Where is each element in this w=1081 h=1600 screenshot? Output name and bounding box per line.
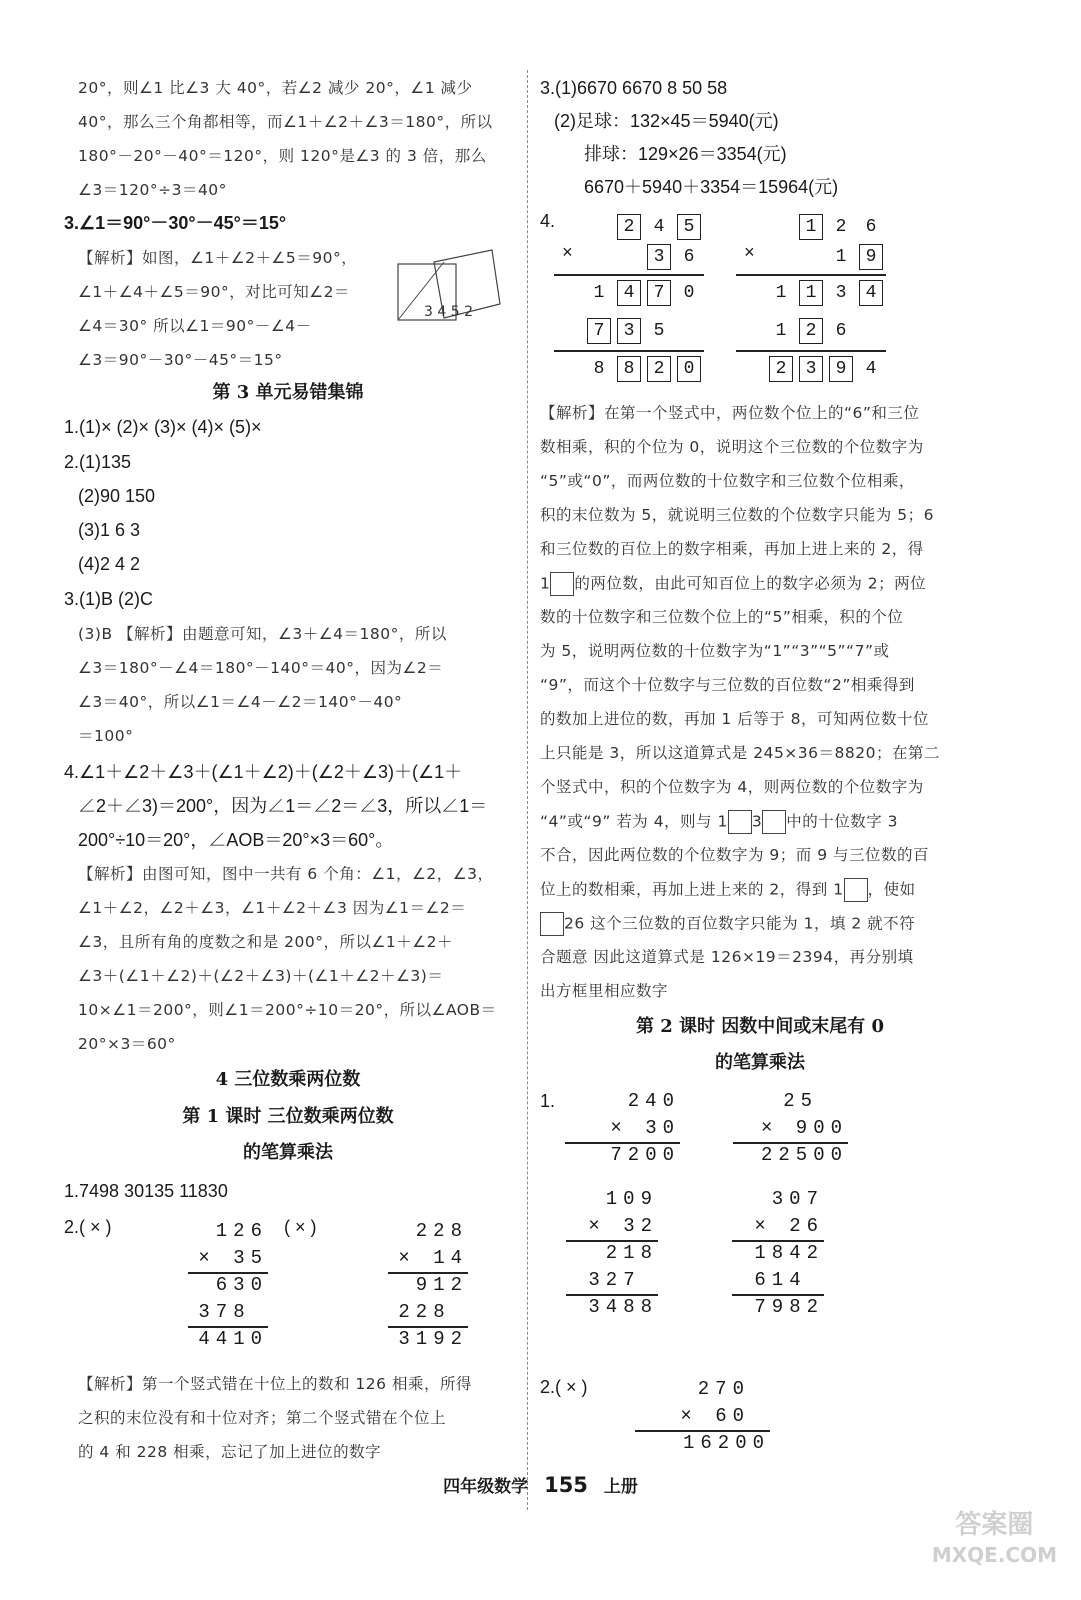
vertical-multiplication bbox=[550, 1088, 680, 1178]
vertical-multiplication bbox=[318, 1216, 468, 1366]
mult-row: 240 bbox=[627, 1090, 680, 1112]
mult-row: 630 bbox=[215, 1274, 268, 1296]
boxed-digit: 1 bbox=[799, 214, 823, 240]
explanation-line: 【解析】第一个竖式错在十位上的数和 126 相乘，所得 bbox=[78, 1375, 472, 1393]
mult-row: 109 bbox=[605, 1188, 658, 1210]
mult-row: 22500 bbox=[760, 1144, 848, 1166]
mult-line bbox=[554, 274, 704, 276]
explanation-line: 之积的末位没有和十位对齐；第二个竖式错在个位上 bbox=[78, 1409, 447, 1427]
answer-d1-label: 1. bbox=[540, 1091, 556, 1111]
boxed-multiplication bbox=[554, 214, 704, 390]
digit: 2 bbox=[835, 217, 847, 237]
explanation-line: ∠3＝90°－30°－45°＝15° bbox=[78, 351, 283, 369]
lesson-heading-sub: 的笔算乘法 bbox=[715, 1052, 805, 1073]
vertical-multiplication bbox=[630, 1376, 770, 1466]
text-line: ∠3＝120°÷3＝40° bbox=[78, 181, 227, 199]
explanation-line: 1 的两位数，由此可知百位上的数字必须为 2；两位 bbox=[540, 572, 926, 596]
text-line: 20°，则∠1 比∠3 大 40°，若∠2 减少 20°，∠1 减少 bbox=[78, 79, 473, 97]
answer-c4-label: 4. bbox=[540, 211, 556, 231]
explanation-line: ∠3＝40°，所以∠1＝∠4－∠2＝140°－40° bbox=[78, 693, 403, 711]
explanation-line: ∠3＝180°－∠4＝180°－140°＝40°，因为∠2＝ bbox=[78, 659, 444, 677]
digit: 6 bbox=[865, 217, 877, 237]
mult-row: 25 bbox=[783, 1090, 818, 1112]
lesson-heading: 第 2 课时 因数中间或末尾有 0 bbox=[635, 1016, 885, 1037]
answer-d2-label: 2.( × ) bbox=[540, 1377, 588, 1397]
lesson-heading: 第 1 课时 三位数乘两位数 bbox=[182, 1106, 394, 1127]
boxed-multiplication bbox=[736, 214, 886, 390]
explanation-line: 位上的数相乘，再加上进上来的 2，得到 1 ，使如 bbox=[540, 878, 916, 902]
boxed-row bbox=[766, 280, 886, 306]
explanation-line: 的数加上进位的数，再加 1 后等于 8，可知两位数十位 bbox=[540, 710, 930, 728]
digit: 4 bbox=[865, 359, 877, 379]
explanation-line: 数的十位数字和三位数个位上的“5”相乘，积的个位 bbox=[540, 608, 904, 626]
blank-box bbox=[550, 572, 574, 596]
mult-row: 3488 bbox=[588, 1296, 658, 1318]
answer-c3: (2)足球：132×45＝5940(元) bbox=[554, 111, 779, 131]
times-sign: × bbox=[562, 244, 573, 264]
page-number: 155 bbox=[544, 1473, 588, 1497]
boxed-row bbox=[584, 356, 704, 382]
explanation-line: 和三位数的百位上的数字相乘，再加上进上来的 2，得 bbox=[540, 540, 924, 558]
digit: 0 bbox=[683, 283, 695, 303]
digit: 6 bbox=[835, 321, 847, 341]
explanation-line: 出方框里相应数字 bbox=[540, 982, 669, 1000]
explanation-line: 20°×3＝60° bbox=[78, 1035, 176, 1053]
mult-row: 16200 bbox=[682, 1432, 770, 1454]
answer-4: 4.∠1＋∠2＋∠3＋(∠1＋∠2)＋(∠2＋∠3)＋(∠1＋ bbox=[64, 762, 463, 782]
boxed-digit: 5 bbox=[677, 214, 701, 240]
explanation-line: 数相乘，积的个位为 0，说明这个三位数的个位数字为 bbox=[540, 438, 924, 456]
answer-b1: 1.7498 30135 11830 bbox=[64, 1181, 228, 1201]
digit: 3 bbox=[835, 283, 847, 303]
page-footer bbox=[0, 1472, 1081, 1497]
answer-2-1: 2.(1)135 bbox=[64, 452, 132, 472]
digit: 5 bbox=[653, 321, 665, 341]
column-divider bbox=[527, 70, 528, 1510]
boxed-digit: 2 bbox=[769, 356, 793, 382]
answer-b2-label: ( × ) bbox=[284, 1217, 317, 1237]
mult-row: × 14 bbox=[398, 1247, 468, 1269]
vertical-multiplication bbox=[718, 1088, 848, 1178]
mult-row: 270 bbox=[697, 1378, 750, 1400]
explanation-line: 【解析】在第一个竖式中，两位数个位上的“6”和三位 bbox=[540, 404, 920, 422]
boxed-row bbox=[766, 318, 856, 344]
explanation-line: “9”，而这个十位数字与三位数的百位数“2”相乘得到 bbox=[540, 676, 915, 694]
lesson-heading-sub: 的笔算乘法 bbox=[243, 1142, 333, 1163]
explanation-line: ∠3＋(∠1＋∠2)＋(∠2＋∠3)＋(∠1＋∠2＋∠3)＝ bbox=[78, 967, 444, 985]
digit: 1 bbox=[593, 283, 605, 303]
footer-volume: 上册 bbox=[603, 1477, 638, 1497]
vertical-multiplication bbox=[716, 1186, 824, 1336]
answer-3: 3.∠1＝90°－30°－45°＝15° bbox=[64, 213, 287, 233]
chapter-heading: 4 三位数乘两位数 bbox=[215, 1069, 361, 1090]
section-heading: 第 3 单元易错集锦 bbox=[212, 382, 364, 403]
explanation-line: ∠1＋∠4＋∠5＝90°，对比可知∠2＝ bbox=[78, 283, 351, 301]
mult-row: 307 bbox=[771, 1188, 824, 1210]
boxed-digit: 4 bbox=[617, 280, 641, 306]
explanation-line: 上只能是 3，所以这道算式是 245×36＝8820；在第二 bbox=[540, 744, 940, 762]
boxed-row bbox=[766, 356, 886, 382]
mult-row: × 26 bbox=[754, 1215, 824, 1237]
boxed-digit: 3 bbox=[647, 244, 671, 270]
explanation-line: “5”或“0”，而两位数的十位数字和三位数个位相乘， bbox=[540, 472, 915, 490]
boxed-digit: 2 bbox=[617, 214, 641, 240]
digit: 6 bbox=[683, 247, 695, 267]
boxed-digit: 3 bbox=[799, 356, 823, 382]
answer-c3: 6670＋5940＋3354＝15964(元) bbox=[584, 177, 839, 197]
mult-row: 614 bbox=[754, 1269, 824, 1291]
boxed-digit: 2 bbox=[799, 318, 823, 344]
boxed-digit: 7 bbox=[647, 280, 671, 306]
boxed-digit: 0 bbox=[677, 356, 701, 382]
answer-b2-label: 2.( × ) bbox=[64, 1217, 112, 1237]
boxed-digit: 3 bbox=[617, 318, 641, 344]
footer-grade: 四年级数学 bbox=[443, 1477, 529, 1497]
explanation-line: 合题意 因此这道算式是 126×19＝2394，再分别填 bbox=[540, 948, 914, 966]
answer-c3: 3.(1)6670 6670 8 50 58 bbox=[540, 78, 728, 98]
explanation-line: (3)B 【解析】由题意可知，∠3＋∠4＝180°，所以 bbox=[78, 625, 447, 643]
boxed-digit: 9 bbox=[829, 356, 853, 382]
explanation-line: ∠1＋∠2，∠2＋∠3，∠1＋∠2＋∠3 因为∠1＝∠2＝ bbox=[78, 899, 467, 917]
mult-line bbox=[554, 350, 704, 352]
explanation-line: 的 4 和 228 相乘，忘记了加上进位的数字 bbox=[78, 1443, 382, 1461]
explanation-line: 积的末位数为 5，就说明三位数的个位数字只能为 5；6 bbox=[540, 506, 934, 524]
boxed-row bbox=[584, 280, 704, 306]
answer-4: 200°÷10＝20°，∠AOB＝20°×3＝60°。 bbox=[78, 830, 394, 850]
mult-row: × 30 bbox=[610, 1117, 680, 1139]
answer-c3: 排球：129×26＝3354(元) bbox=[584, 144, 787, 164]
digit: 1 bbox=[835, 247, 847, 267]
explanation-line: 26 这个三位数的百位数字只能为 1，填 2 就不符 bbox=[540, 912, 915, 936]
explanation-line: ∠3，且所有角的度数之和是 200°，所以∠1＋∠2＋ bbox=[78, 933, 454, 951]
mult-row: 218 bbox=[605, 1242, 658, 1264]
mult-row: 7200 bbox=[610, 1144, 680, 1166]
boxed-row bbox=[644, 244, 704, 270]
watermark-logo: 答案圈 MXQE.COM bbox=[931, 1510, 1057, 1567]
answer-4: ∠2＋∠3)＝200°，因为∠1＝∠2＝∠3，所以∠1＝ bbox=[78, 796, 488, 816]
boxed-row bbox=[826, 244, 886, 270]
mult-row: 126 bbox=[215, 1220, 268, 1242]
explanation-line: “4”或“9” 若为 4，则与 1 3 中的十位数字 3 bbox=[540, 810, 898, 834]
mult-row: × 32 bbox=[588, 1215, 658, 1237]
figure-label: 3 4 5 2 bbox=[424, 304, 473, 320]
boxed-digit: 8 bbox=[617, 356, 641, 382]
angle-figure bbox=[394, 242, 504, 326]
mult-row: 228 bbox=[415, 1220, 468, 1242]
vertical-multiplication bbox=[550, 1186, 658, 1336]
mult-row: × 900 bbox=[760, 1117, 848, 1139]
explanation-line: 为 5，说明两位数的十位数字为“1”“3”“5”“7”或 bbox=[540, 642, 890, 660]
mult-row: 1842 bbox=[754, 1242, 824, 1264]
explanation-line: 【解析】由图可知，图中一共有 6 个角：∠1，∠2，∠3， bbox=[78, 865, 494, 883]
mult-row: 228 bbox=[398, 1301, 468, 1323]
explanation-line: 不合，因此两位数的个位数字为 9；而 9 与三位数的百 bbox=[540, 846, 930, 864]
boxed-row bbox=[796, 214, 886, 240]
mult-row: 912 bbox=[415, 1274, 468, 1296]
text-line: 40°，那么三个角都相等，而∠1＋∠2＋∠3＝180°，所以 bbox=[78, 113, 493, 131]
answer-1: 1.(1)× (2)× (3)× (4)× (5)× bbox=[64, 417, 262, 437]
blank-box bbox=[728, 810, 752, 834]
boxed-digit: 9 bbox=[859, 244, 883, 270]
boxed-digit: 2 bbox=[647, 356, 671, 382]
mult-row: × 60 bbox=[680, 1405, 750, 1427]
blank-box bbox=[762, 810, 786, 834]
text-line: 180°－20°－40°＝120°，则 120°是∠3 的 3 倍，那么 bbox=[78, 147, 487, 165]
mult-row: 378 bbox=[198, 1301, 268, 1323]
digit: 1 bbox=[775, 321, 787, 341]
boxed-digit: 7 bbox=[587, 318, 611, 344]
boxed-row bbox=[584, 318, 674, 344]
mult-line bbox=[736, 274, 886, 276]
times-sign: × bbox=[744, 244, 755, 264]
mult-row: 327 bbox=[588, 1269, 658, 1291]
boxed-digit: 1 bbox=[799, 280, 823, 306]
answer-3-1: 3.(1)B (2)C bbox=[64, 589, 154, 609]
explanation-line: 【解析】如图，∠1＋∠2＋∠5＝90°， bbox=[78, 249, 358, 267]
mult-row: × 35 bbox=[198, 1247, 268, 1269]
digit: 1 bbox=[775, 283, 787, 303]
explanation-line: ＝100° bbox=[78, 727, 134, 745]
vertical-multiplication bbox=[118, 1216, 268, 1366]
answer-2-2: (2)90 150 bbox=[78, 486, 156, 506]
blank-box bbox=[540, 912, 564, 936]
explanation-line: 10×∠1＝200°，则∠1＝200°÷10＝20°，所以∠AOB＝ bbox=[78, 1001, 497, 1019]
answer-2-4: (4)2 4 2 bbox=[78, 554, 141, 574]
boxed-row bbox=[614, 214, 704, 240]
mult-row: 4410 bbox=[198, 1328, 268, 1350]
mult-row: 7982 bbox=[754, 1296, 824, 1318]
boxed-digit: 4 bbox=[859, 280, 883, 306]
digit: 8 bbox=[593, 359, 605, 379]
explanation-line: ∠4＝30° 所以∠1＝90°－∠4－ bbox=[78, 317, 312, 335]
digit: 4 bbox=[653, 217, 665, 237]
answer-2-3: (3)1 6 3 bbox=[78, 520, 141, 540]
mult-row: 3192 bbox=[398, 1328, 468, 1350]
mult-line bbox=[736, 350, 886, 352]
explanation-line: 个竖式中，积的个位数字为 4，则两位数的个位数字为 bbox=[540, 778, 924, 796]
blank-box bbox=[844, 878, 868, 902]
